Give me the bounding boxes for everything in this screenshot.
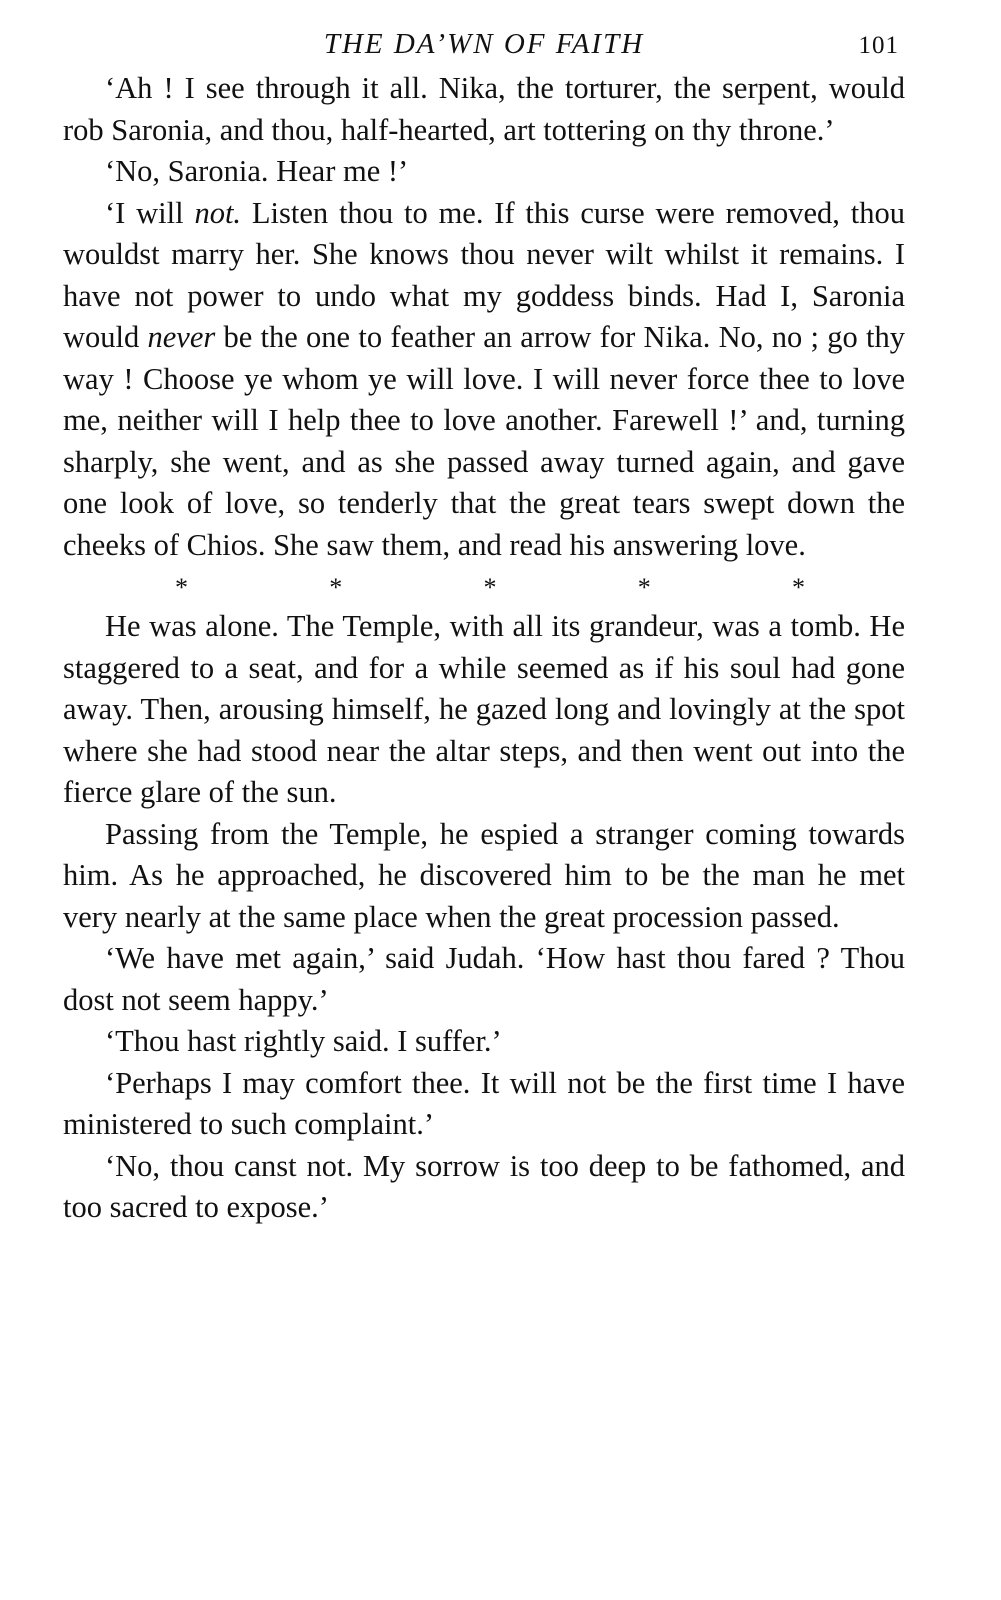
- text-segment: ‘No, thou canst not. My sorrow is too deep to be fathomed, and too sacred to expose.’: [63, 1148, 905, 1224]
- paragraph: [63, 938, 905, 1021]
- text-segment: ‘Perhaps I may comfort thee. It will not be the first time I have ministered to such complaint.’: [63, 1065, 905, 1141]
- paragraph: [63, 1146, 905, 1229]
- body-text: [63, 68, 905, 1229]
- paragraph: [63, 151, 905, 193]
- paragraph: [63, 1063, 905, 1146]
- text-segment: be the one to feather an arrow for Nika. No, no ; go thy way ! Choose ye whom ye will love. I will never force thee to love me, neither will I help thee to love another. Farewell !’ and, turning sharply, she went, and as she passed away turned again, and gave one look of love, so tenderly that the great tears swept down the cheeks of Chios. She saw them, and read his answering love.: [63, 320, 906, 562]
- section-break-star: *: [329, 573, 343, 602]
- text-segment: ‘We have met again,’ said Judah. ‘How hast thou fared ? Thou dost not seem happy.’: [63, 941, 905, 1017]
- italic-text-segment: never: [147, 320, 216, 354]
- italic-text-segment: not.: [194, 195, 242, 230]
- section-break-star: *: [483, 573, 497, 602]
- paragraph: [63, 68, 905, 151]
- paragraph: [63, 1021, 905, 1063]
- section-break: [63, 566, 905, 606]
- running-title: THE DA’WN OF FAITH: [323, 28, 645, 60]
- text-segment: Listen thou to me. If this curse were removed, thou wouldst marry her. She knows thou never wilt whilst it remains. I have not power to undo what my goddess binds. Had I, Saronia would: [63, 195, 905, 354]
- text-segment: ‘I will: [105, 195, 195, 230]
- section-break-star: *: [175, 573, 188, 602]
- book-page: [63, 22, 905, 1229]
- text-segment: ‘Thou hast rightly said. I suffer.’: [105, 1024, 502, 1058]
- section-break-star: *: [637, 573, 651, 602]
- text-segment: ‘Ah ! I see through it all. Nika, the torturer, the serpent, would rob Saronia, and thou, half-hearted, art tottering on thy throne.’: [63, 71, 905, 147]
- paragraph: [63, 193, 905, 567]
- text-segment: He was alone. The Temple, with all its grandeur, was a tomb. He staggered to a seat, and for a while seemed as if his soul had gone away. Then, arousing himself, he gazed long and lovingly at the spot where she had stood near the altar steps, and then went out into the fierce glare of the sun.: [63, 609, 905, 809]
- text-segment: ‘No, Saronia. Hear me !’: [105, 154, 409, 188]
- paragraph: [63, 814, 905, 939]
- text-segment: Passing from the Temple, he espied a stranger coming towards him. As he approached, he discovered him to be the man he met very nearly at the same place when the great procession passed.: [63, 816, 905, 934]
- page-number: 101: [858, 32, 899, 59]
- page-header: [63, 22, 905, 68]
- paragraph: [63, 606, 905, 814]
- section-break-star: *: [792, 573, 805, 602]
